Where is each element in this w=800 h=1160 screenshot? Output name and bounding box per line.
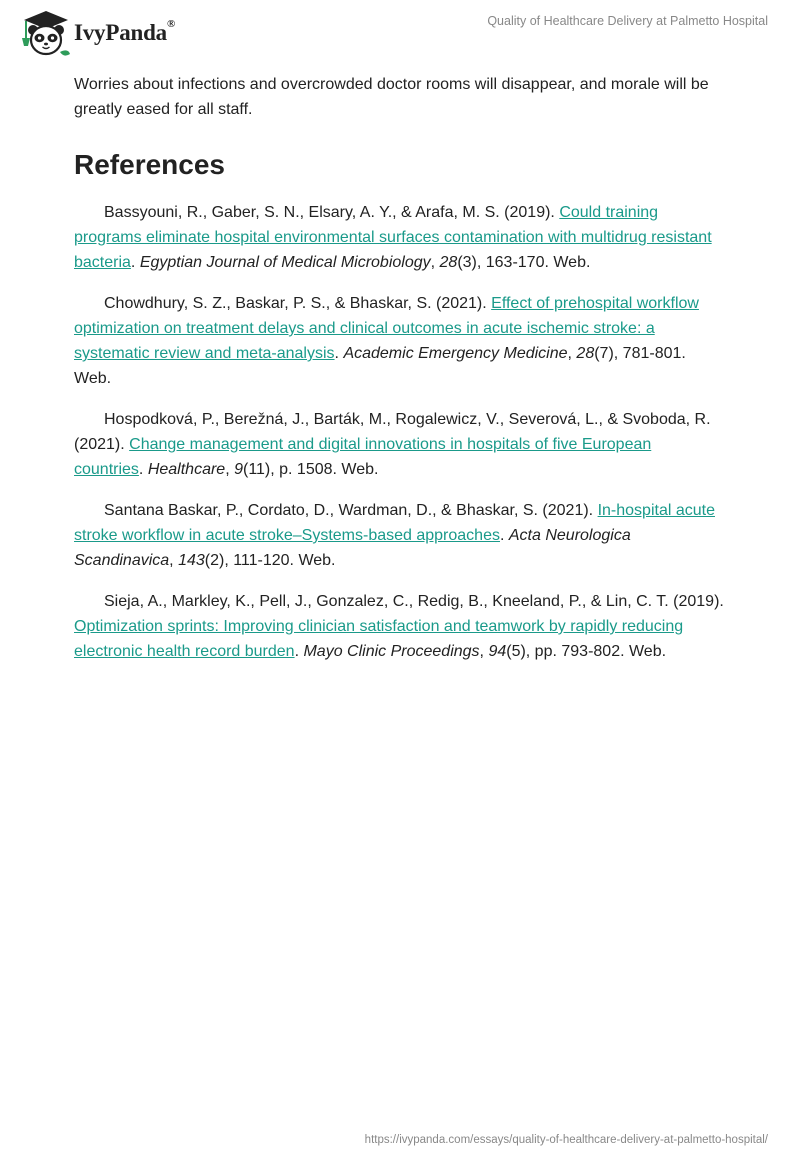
reference-link[interactable]: Effect of prehospital workflow optimization on treatment delays and clinical outcomes in acute ischemic stroke: a systematic review and meta-analysis [74, 295, 699, 362]
reference-link[interactable]: Could training programs eliminate hospital environmental surfaces contamination with multidrug resistant bacteria [74, 204, 712, 271]
panda-graduate-icon [16, 8, 72, 58]
journal-name: Acta Neurologica Scandinavica [74, 527, 631, 569]
ivypanda-logo[interactable] [16, 8, 175, 58]
journal-name: Academic Emergency Medicine [343, 345, 568, 362]
intro-paragraph: Worries about infections and overcrowded doctor rooms will disappear, and morale will be greatly eased for all staff. [74, 76, 709, 118]
reference-link[interactable]: Optimization sprints: Improving clinician satisfaction and teamwork by rapidly reducing electronic health record burden [74, 618, 684, 660]
reference-item: Bassyouni, R., Gaber, S. N., Elsary, A. Y., & Arafa, M. S. (2019). Could training programs eliminate hospital environmental surfaces contamination with multidrug resistant bacteria. Egyptian Journal of Medical Microbiology, 28(3), 163-170. Web. [74, 204, 712, 271]
volume-number: 94 [488, 643, 507, 660]
page-header [0, 0, 800, 62]
references-heading: References [74, 149, 225, 180]
essay-content [74, 72, 724, 680]
reference-item: Santana Baskar, P., Cordato, D., Wardman, D., & Bhaskar, S. (2021). In-hospital acute stroke workflow in acute stroke–Systems-based approaches. Acta Neurologica Scandinavica, 143(2), 111-120. Web. [74, 502, 715, 569]
reference-link[interactable]: In-hospital acute stroke workflow in acute stroke–Systems-based approaches [74, 502, 715, 544]
journal-name: Healthcare [147, 461, 226, 478]
document-title: Quality of Healthcare Delivery at Palmetto Hospital [487, 14, 768, 28]
reference-item: Sieja, A., Markley, K., Pell, J., Gonzalez, C., Redig, B., Kneeland, P., & Lin, C. T. (2019). Optimization sprints: Improving clinician satisfaction and teamwork by rapidly reducing electronic health record burden. Mayo Clinic Proceedings, 94(5), pp. 793-802. Web. [74, 593, 724, 660]
volume-number: 28 [576, 345, 595, 362]
reference-link[interactable]: Change management and digital innovations in hospitals of five European countries [74, 436, 652, 478]
reference-item: Hospodková, P., Berežná, J., Barták, M., Rogalewicz, V., Severová, L., & Svoboda, R. (2021). Change management and digital innovations in hospitals of five European countries. Healthcare, 9(11), p. 1508. Web. [74, 411, 711, 478]
source-url[interactable]: https://ivypanda.com/essays/quality-of-healthcare-delivery-at-palmetto-hospital/ [364, 1134, 768, 1146]
reference-item: Chowdhury, S. Z., Baskar, P. S., & Bhaskar, S. (2021). Effect of prehospital workflow optimization on treatment delays and clinical outcomes in acute ischemic stroke: a systematic review and meta-analysis. Academic Emergency Medicine, 28(7), 781-801. Web. [74, 295, 699, 387]
volume-number: 143 [178, 552, 205, 569]
registered-mark: ® [166, 18, 176, 30]
brand-name: IvyPanda® [74, 18, 176, 45]
volume-number: 28 [439, 254, 458, 271]
journal-name: Mayo Clinic Proceedings [303, 643, 480, 660]
volume-number: 9 [234, 461, 243, 478]
journal-name: Egyptian Journal of Medical Microbiology [139, 254, 431, 271]
